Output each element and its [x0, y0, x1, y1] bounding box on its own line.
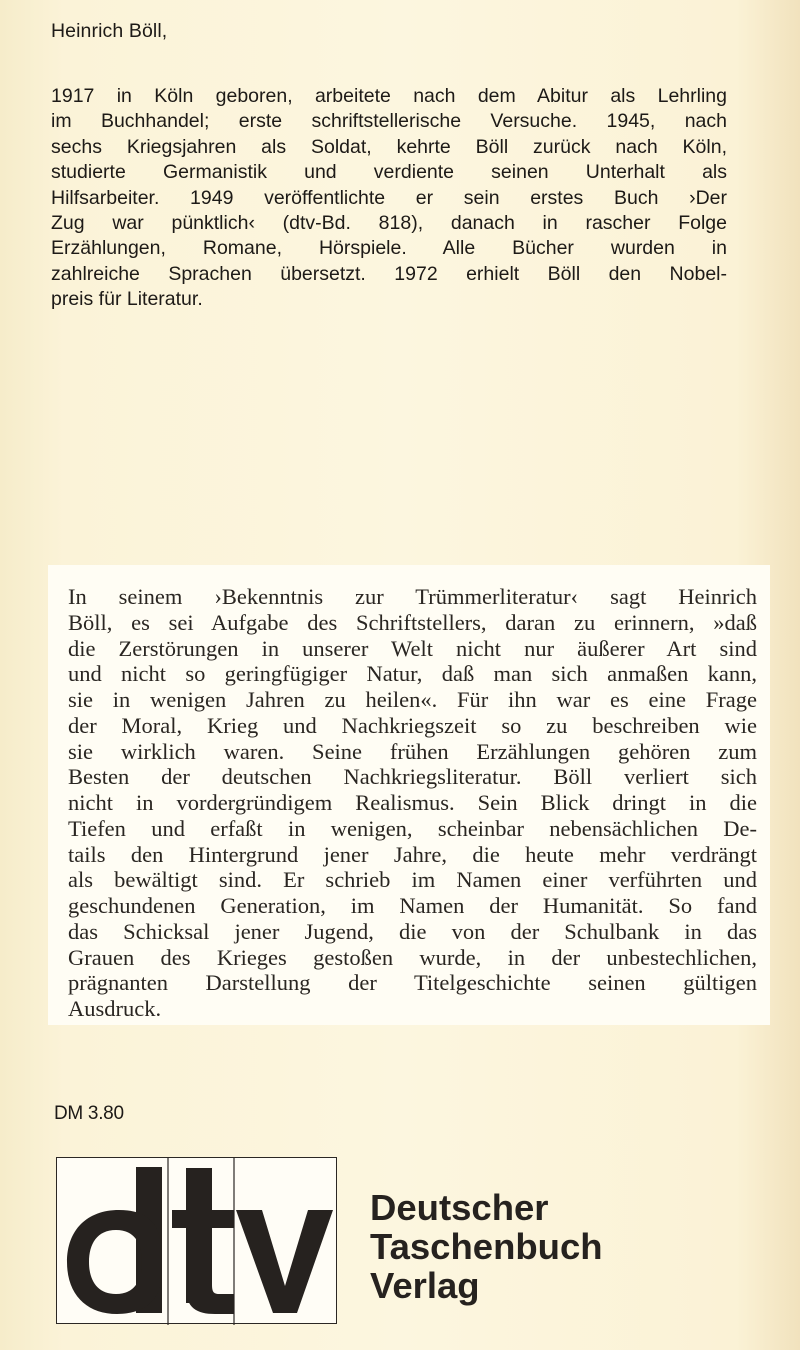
blurb-line: die Zerstörungen in unserer Welt nicht nur äußerer Art sind [68, 635, 757, 661]
bio-line: zahlreiche Sprachen übersetzt. 1972 erhielt Böll den Nobel- [51, 262, 727, 285]
logo-letter-t [172, 1168, 234, 1314]
blurb-line: prägnanten Darstellung der Titelgeschichte seinen gültigen [68, 970, 757, 996]
bio-line: studierte Germanistik und verdiente seinen Unterhalt als [51, 161, 727, 184]
blurb-line: das Schicksal jener Jugend, die von der Schulbank in das [68, 918, 757, 944]
blurb-line: der Moral, Krieg und Nachkriegszeit so zu beschreiben wie [68, 712, 757, 738]
blurb-line: Grauen des Krieges gestoßen wurde, in der unbestechlichen, [68, 944, 757, 970]
blurb-line: Böll, es sei Aufgabe des Schriftstellers, daran zu erinnern, »daß [68, 609, 757, 635]
blurb-line: geschundenen Generation, im Namen der Humanität. So fand [68, 893, 757, 918]
blurb-text [68, 584, 757, 1022]
blurb-line: als bewältigt sind. Er schrieb im Namen einer verführten und [68, 867, 757, 893]
bio-line: Zug war pünktlich‹ (dtv-Bd. 818), danach in rascher Folge [51, 211, 727, 234]
blurb-line: Besten der deutschen Nachkriegsliteratur. Böll verliert sich [68, 764, 757, 790]
logo-letter-v [236, 1210, 333, 1313]
price-label: DM 3.80 [54, 1103, 124, 1124]
blurb-line: sie in wenigen Jahren zu heilen«. Für ihn war es eine Frage [68, 687, 757, 712]
blurb-line: sie wirklich waren. Seine frühen Erzählungen gehören zum [68, 738, 757, 764]
publisher-name-line: Verlag [370, 1265, 480, 1306]
bio-line: preis für Literatur. [51, 288, 203, 311]
publisher-name-line: Deutscher [370, 1187, 549, 1228]
bio-line: im Buchhandel; erste schriftstellerische Versuche. 1945, nach [51, 110, 727, 133]
bio-line: Erzählungen, Romane, Hörspiele. Alle Bücher wurden in [51, 237, 727, 260]
bio-line: 1917 in Köln geboren, arbeitete nach dem Abitur als Lehrling [51, 85, 727, 107]
publisher-name [370, 1188, 603, 1305]
bio-line: sechs Kriegsjahren als Soldat, kehrte Böll zurück nach Köln, [51, 135, 727, 158]
publisher-name-line: Taschenbuch [370, 1226, 603, 1267]
blurb-line: Ausdruck. [68, 996, 162, 1021]
dtv-logo-graphic [57, 1158, 338, 1325]
blurb-line: und nicht so geringfügiger Natur, daß man sich anmaßen kann, [68, 661, 757, 687]
blurb-panel [48, 565, 770, 1025]
logo-letter-d [67, 1167, 162, 1314]
dtv-logo [56, 1157, 337, 1324]
bio-line: Hilfsarbeiter. 1949 veröffentlichte er sein erstes Buch ›Der [51, 186, 727, 209]
author-biography [51, 84, 727, 313]
blurb-line: In seinem ›Bekenntnis zur Trümmerliteratur‹ sagt Heinrich [68, 584, 757, 609]
author-name: Heinrich Böll, [51, 20, 168, 42]
blurb-line: Tiefen und erfaßt in wenigen, scheinbar nebensächlichen De- [68, 815, 757, 841]
blurb-line: nicht in vordergründigem Realismus. Sein Blick dringt in die [68, 790, 757, 815]
blurb-line: tails den Hintergrund jener Jahre, die heute mehr verdrängt [68, 841, 757, 867]
